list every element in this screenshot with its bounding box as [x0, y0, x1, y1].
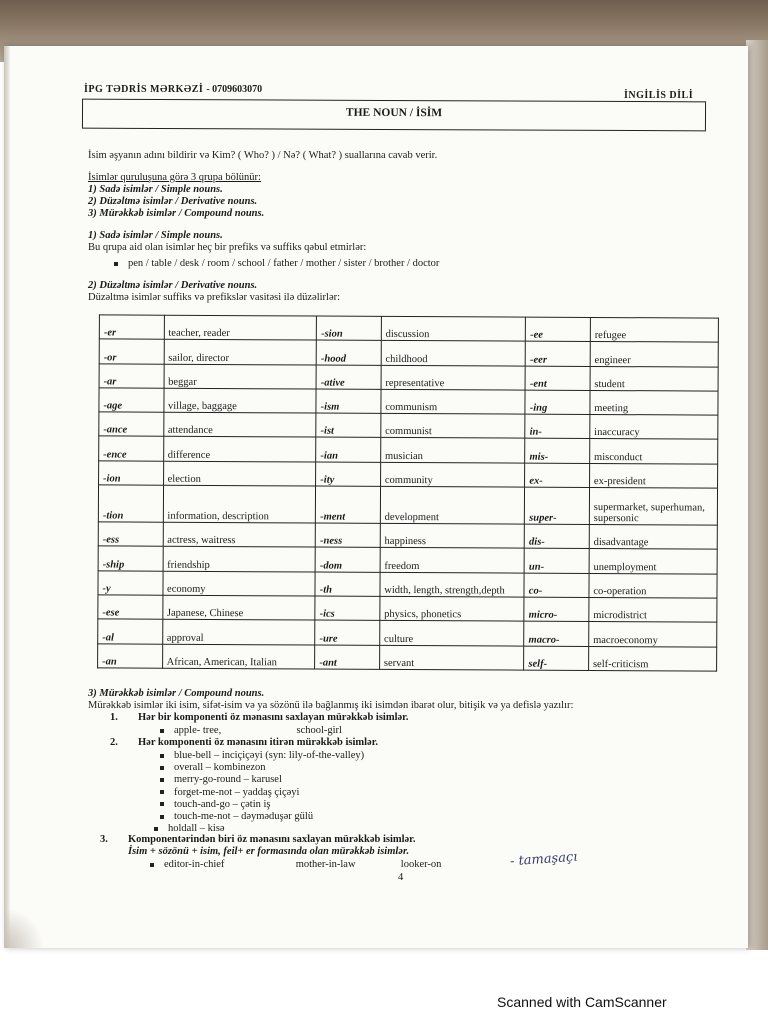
handwritten-note: - tamaşaçı: [509, 849, 578, 870]
bullet-icon: [160, 815, 164, 819]
header-right: İNGİLİS DİLİ: [624, 90, 694, 101]
suffix-cell: -an: [98, 643, 163, 668]
bullet-icon: [150, 863, 154, 867]
table-row: [98, 571, 717, 599]
suffix-table: [97, 314, 719, 671]
sub3-formula: İsim + sözönü + isim, feil+ er formasında olan mürəkkəb isimlər.: [128, 846, 410, 857]
sub1-example-b: school-girl: [296, 725, 342, 736]
example-cell: discussion: [381, 316, 526, 341]
example-cell: communist: [381, 414, 526, 439]
suffix-cell: -hood: [316, 340, 381, 365]
sub3-examples: [150, 859, 441, 870]
example-cell: beggar: [164, 364, 317, 389]
example-cell: representative: [381, 365, 526, 390]
list-item: [160, 750, 364, 761]
sub3-example-a: editor-in-chief: [164, 859, 225, 870]
example-cell: musician: [380, 438, 525, 463]
example-cell: servant: [379, 645, 524, 670]
group-item-2: 2) Düzəltmə isimlər / Derivative nouns.: [88, 196, 258, 207]
suffix-cell: -ar: [99, 363, 164, 388]
simple-examples-text: pen / table / desk / room / school / father / mother / sister / brother / doctor: [128, 258, 440, 269]
suffix-cell: mis-: [525, 439, 590, 464]
group-item-1: 1) Sadə isimlər / Simple nouns.: [88, 184, 223, 195]
example-cell: teacher, reader: [164, 315, 317, 340]
example-cell: inaccuracy: [590, 415, 718, 440]
table-row: [98, 546, 717, 574]
suffix-cell: -or: [99, 339, 164, 364]
suffix-cell: -ment: [316, 486, 381, 523]
example-cell: sailor, director: [164, 340, 317, 365]
suffix-cell: -ist: [316, 413, 381, 438]
example-cell: microdistrict: [589, 597, 717, 622]
list-item: [160, 799, 271, 810]
list-item: [154, 823, 225, 834]
list-item: [160, 762, 266, 773]
table-row: [98, 643, 717, 671]
page-number: 4: [398, 872, 404, 883]
example-cell: refugee: [590, 317, 718, 342]
sub1-examples: [160, 725, 342, 736]
scanner-watermark: Scanned with CamScanner: [497, 994, 667, 1010]
sub1-number: 1.: [110, 712, 118, 723]
suffix-cell: -eer: [525, 341, 590, 366]
suffix-cell: -ness: [315, 523, 380, 548]
suffix-cell: -y: [98, 571, 163, 596]
suffix-cell: -sion: [317, 316, 382, 341]
list-item-text: blue-bell – inciçiçəyi (syn: lily-of-the-valley): [174, 750, 365, 761]
suffix-cell: un-: [524, 548, 589, 573]
list-item-text: merry-go-round – karusel: [174, 774, 282, 786]
bullet-icon: [160, 790, 164, 794]
example-cell: communism: [381, 389, 526, 414]
example-cell: economy: [163, 571, 316, 596]
example-cell: ex-president: [589, 463, 717, 488]
page-corner-shadow: [4, 908, 44, 948]
list-item: [160, 811, 313, 822]
list-item: [160, 774, 282, 785]
bullet-icon: [160, 729, 164, 733]
sub1-title: Hər bir komponenti öz mənasını saxlayan mürəkkəb isimlər.: [138, 712, 409, 723]
example-cell: width, length, strength,depth: [380, 572, 525, 597]
example-cell: self-criticism: [588, 646, 716, 671]
simple-description: Bu qrupa aid olan isimlər heç bir prefiks və suffiks qəbul etmirlər:: [88, 242, 367, 253]
sub2-number: 2.: [110, 737, 118, 748]
example-cell: disadvantage: [589, 525, 717, 550]
suffix-cell: -ence: [99, 436, 164, 461]
sub2-title: Hər komponenti öz mənasını itirən mürəkkəb isimlər.: [138, 737, 379, 748]
suffix-cell: ex-: [525, 463, 590, 488]
suffix-cell: micro-: [524, 597, 589, 622]
suffix-cell: -al: [98, 619, 163, 644]
example-cell: misconduct: [590, 439, 718, 464]
compound-sub3: [100, 834, 416, 845]
suffix-cell: -ics: [315, 596, 380, 621]
suffix-cell: -ative: [316, 365, 381, 390]
example-cell: freedom: [380, 548, 525, 573]
example-cell: physics, phonetics: [380, 596, 525, 621]
bullet-icon: [160, 802, 164, 806]
compound-sub2: [110, 737, 378, 748]
list-item-text: touch-me-not – dəyməduşər gülü: [174, 811, 314, 822]
example-cell: engineer: [590, 342, 718, 367]
sub1-example-a: apple- tree,: [174, 725, 222, 736]
suffix-cell: -ing: [525, 390, 590, 415]
suffix-cell: -th: [315, 572, 380, 597]
bullet-icon: [160, 778, 164, 782]
suffix-cell: -tion: [98, 485, 163, 522]
bullet-icon: [154, 827, 158, 831]
example-cell: village, baggage: [163, 388, 316, 413]
example-cell: friendship: [163, 547, 316, 572]
list-item: [160, 787, 299, 798]
example-cell: information, description: [163, 485, 316, 523]
example-cell: co-operation: [589, 573, 717, 598]
list-item-text: holdall – kisə: [168, 823, 225, 835]
list-item-text: overall – kombinezon: [174, 762, 266, 774]
suffix-cell: -ion: [99, 461, 164, 486]
derivative-description: Düzəltmə isimlər suffiks və prefikslər vasitəsi ilə düzəlirlər:: [88, 292, 341, 303]
suffix-cell: -age: [99, 388, 164, 413]
suffix-cell: -ism: [316, 389, 381, 414]
header-center-name: İPG TƏDRİS MƏRKƏZİ: [84, 84, 204, 95]
suffix-cell: -ance: [99, 412, 164, 437]
table-row: [98, 619, 717, 647]
suffix-cell: super-: [525, 487, 590, 524]
document-page: [4, 46, 748, 948]
page-spine: [4, 46, 10, 948]
page-title: THE NOUN / İSİM: [345, 106, 443, 120]
table-row: [99, 436, 718, 464]
suffix-cell: -ship: [98, 546, 163, 571]
suffix-cell: -ian: [316, 438, 381, 463]
example-cell: culture: [380, 621, 525, 646]
table-row: [99, 412, 718, 440]
simple-examples: [114, 258, 439, 269]
bullet-icon: [114, 262, 118, 266]
example-cell: unemployment: [589, 549, 717, 574]
table-row: [99, 363, 718, 391]
example-cell: African, American, Italian: [162, 644, 315, 669]
example-cell: election: [163, 461, 316, 486]
compound-sub1: [110, 712, 409, 723]
table-row: [99, 315, 718, 343]
example-cell: supermarket, superhuman, supersonic: [589, 488, 717, 526]
simple-heading: 1) Sadə isimlər / Simple nouns.: [88, 230, 223, 241]
suffix-cell: -dom: [315, 547, 380, 572]
suffix-cell: -ure: [315, 620, 380, 645]
table-row: [98, 595, 717, 623]
title-box: [82, 99, 706, 132]
list-item-text: touch-and-go – çətin iş: [174, 798, 271, 810]
header-phone: - 0709603070: [206, 84, 263, 95]
bullet-icon: [160, 754, 164, 758]
suffix-cell: -ent: [525, 366, 590, 391]
suffix-cell: self-: [524, 646, 589, 671]
table-row: [98, 522, 717, 550]
compound-heading: 3) Mürəkkəb isimlər / Compound nouns.: [88, 688, 265, 699]
table-row: [99, 388, 718, 416]
intro-text: İsim əşyanın adını bildirir və Kim? ( Who? ) / Nə? ( What? ) suallarına cavab verir.: [88, 150, 438, 161]
example-cell: actress, waitress: [163, 522, 316, 547]
compound-description: Mürəkkəb isimlər iki isim, sifət-isim və ya sözönü ilə bağlanmış iki isimdən ibarət olur, bitişik və ya defislə yazılır:: [88, 700, 574, 711]
table-row: [98, 485, 717, 525]
table-row: [99, 339, 718, 367]
derivative-heading: 2) Düzəltmə isimlər / Derivative nouns.: [88, 280, 258, 291]
table-row: [99, 461, 718, 489]
bullet-icon: [160, 766, 164, 770]
background-page-edge: [746, 40, 768, 950]
groups-heading: İsimlər quruluşuna görə 3 qrupa bölünür:: [88, 172, 261, 183]
suffix-cell: in-: [525, 414, 590, 439]
suffix-cell: -ee: [526, 317, 591, 342]
example-cell: childhood: [381, 341, 526, 366]
group-item-3: 3) Mürəkkəb isimlər / Compound nouns.: [88, 208, 265, 219]
sub3-example-b: mother-in-law: [295, 859, 356, 870]
example-cell: student: [590, 366, 718, 391]
example-cell: attendance: [163, 412, 316, 437]
suffix-cell: -ity: [316, 462, 381, 487]
example-cell: approval: [162, 619, 315, 644]
example-cell: happiness: [380, 523, 525, 548]
sub3-example-c: looker-on: [400, 859, 442, 870]
example-cell: macroeconomy: [589, 622, 717, 647]
example-cell: development: [380, 486, 525, 524]
example-cell: Japanese, Chinese: [162, 595, 315, 620]
suffix-cell: co-: [524, 573, 589, 598]
header-left: [84, 84, 262, 95]
example-cell: difference: [163, 437, 316, 462]
sub3-title: Komponentərindən biri öz mənasını saxlayan mürəkkəb isimlər.: [128, 834, 416, 845]
suffix-cell: dis-: [525, 524, 590, 549]
list-item-text: forget-me-not – yaddaş çiçəyi: [174, 786, 300, 798]
suffix-cell: -er: [99, 315, 164, 340]
suffix-cell: -ese: [98, 595, 163, 620]
example-cell: meeting: [590, 390, 718, 415]
suffix-cell: macro-: [524, 621, 589, 646]
suffix-cell: -ess: [98, 522, 163, 547]
sub3-number: 3.: [100, 834, 108, 845]
suffix-cell: -ant: [315, 645, 380, 670]
example-cell: community: [380, 462, 525, 487]
